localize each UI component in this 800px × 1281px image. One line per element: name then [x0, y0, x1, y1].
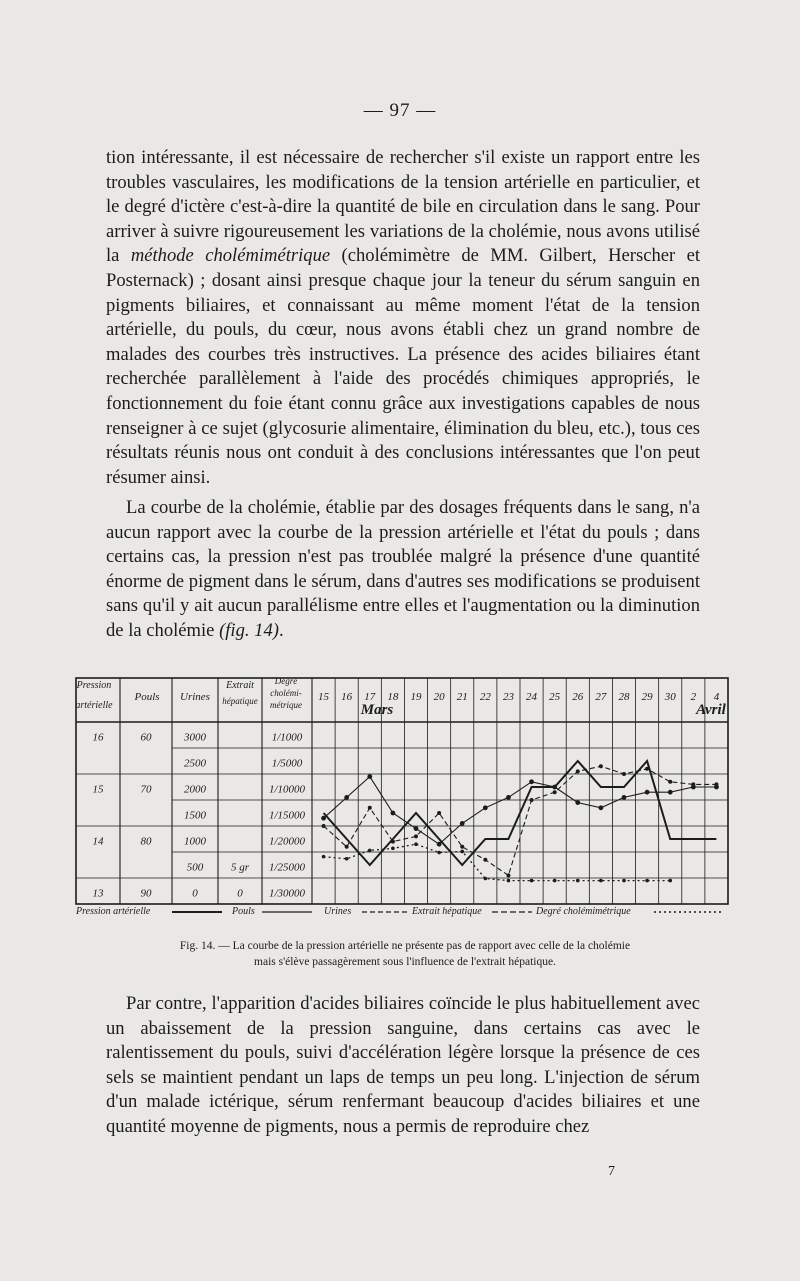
table-cell-urines: 1000	[184, 835, 206, 848]
series-3-point	[322, 855, 326, 859]
caption-line-2: mais s'élève passagèrement sous l'influence de l'extrait hépatique.	[254, 956, 556, 968]
month-mars: Mars	[360, 702, 394, 718]
header-pression-2: artérielle	[75, 700, 113, 711]
header-degre-3: métrique	[270, 700, 302, 710]
header-extrait-2: hépatique	[222, 696, 258, 706]
series-2-point	[645, 767, 649, 771]
chart-grid	[76, 678, 728, 904]
series-1-point	[483, 805, 488, 810]
series-2-point	[714, 782, 718, 786]
caption-line-1: Fig. 14. — La courbe de la pression artérielle ne présente pas de rapport avec celle de la cholémie	[179, 940, 631, 952]
table-cell-degre: 1/25000	[268, 861, 306, 874]
paragraph-2	[106, 496, 700, 644]
series-3-point	[622, 879, 626, 883]
series-1-point	[414, 826, 419, 831]
day-label: 15	[318, 691, 330, 703]
page-number: — 97 —	[363, 100, 437, 121]
series-3-point	[414, 842, 418, 846]
series-3-point	[507, 879, 511, 883]
series-2-point	[553, 790, 557, 794]
table-cell-degre: 1/20000	[268, 835, 306, 848]
series-2-point	[668, 780, 672, 784]
day-label: 19	[410, 691, 422, 703]
legend-pouls: Pouls	[232, 906, 255, 917]
table-cell-pouls: 70	[140, 783, 152, 796]
table-cell-pression: 13	[92, 887, 104, 900]
series-1-point	[344, 795, 349, 800]
series-3-point	[368, 849, 372, 853]
day-label: 4	[713, 691, 720, 703]
day-label: 21	[456, 691, 468, 703]
header-pouls: Pouls	[134, 691, 160, 703]
series-2-point	[391, 840, 395, 844]
table-cell-pression: 16	[92, 731, 104, 744]
table-cell-degre: 1/30000	[268, 887, 306, 900]
table-cell-pouls: 80	[140, 835, 152, 848]
day-label: 29	[641, 691, 653, 703]
day-label: 18	[387, 691, 399, 703]
table-cell-urines: 0	[192, 887, 198, 900]
table-cell-extrait: 0	[237, 887, 243, 900]
series-2-point	[622, 772, 626, 776]
series-3-point	[345, 857, 349, 861]
day-label: 22	[479, 691, 491, 703]
chart-border	[76, 678, 728, 904]
table-cell-pression: 14	[92, 835, 104, 848]
day-label: 23	[502, 691, 514, 703]
paragraph-1-text-a: tion intéressante, il est nécessaire de rechercher s'il existe un rapport entre les troubles vasculaires, les modifications de la tension artérielle en particulier, et le degré d'ictère c'est-à-dire la quantité de bile en circulation dans le sang. Pour arriver à suivre rigoureusement les variations de la cholémie, nous avons utilisé la	[106, 147, 700, 267]
series-2-point	[530, 798, 534, 802]
paragraph-3-text: Par contre, l'apparition d'acides biliaires coïncide le plus habituellement avec un abaissement de la pression sanguine, dans certains cas avec le ralentissement du pouls, suivi d'accélération légère lorsque la présence de ces sels se maintient pendant un laps de temps un peu long. L'injection de sérum d'un malade ictérique, sérum renfermant beaucoup d'acides biliaires et une quantité moyenne de pigments, nous a permis de reproduire chez	[106, 993, 700, 1137]
series-3-point	[599, 879, 603, 883]
header-urines: Urines	[180, 691, 210, 703]
table-cell-urines: 3000	[184, 731, 206, 744]
legend-pression: Pression artérielle	[76, 906, 151, 917]
table-cell-urines: 2000	[184, 783, 206, 796]
table-cell-urines: 1500	[184, 809, 206, 822]
series-1-point	[390, 811, 395, 816]
series-2-point	[506, 873, 510, 877]
series-1-point	[506, 795, 511, 800]
chart-legend	[75, 906, 722, 917]
series-1-point	[529, 779, 534, 784]
footer-page-number: 7	[608, 1164, 615, 1179]
series-1-point	[437, 842, 442, 847]
series-3-point	[553, 879, 557, 883]
series-3-point	[576, 879, 580, 883]
day-label: 27	[595, 691, 607, 703]
series-3-point	[530, 879, 534, 883]
paragraph-1-text-b: (cholémimètre de MM. Gilbert, Herscher et Posternack) ; dosant ainsi presque chaque jour la teneur du sérum sanguin en pigments biliaires, et connaissant au même moment l'état de la tension artérielle, du pouls, du cœur, nous avons établi chez un grand nombre de malades des courbes très instructives. La présence des acides biliaires étant recherchée parallèlement à l'aide des procédés chimiques appropriés, le fonctionnement du foie étant connu grâce aux investigations capables de nous renseigner à ce sujet (glycosurie alimentaire, élimination du bleu, etc.), tous ces résultats réunis nous ont conduit à des conclusions intéressantes que l'on peut résumer ainsi.	[106, 245, 701, 488]
series-2-point	[460, 845, 464, 849]
header-extrait-1: Extrait	[226, 680, 254, 691]
series-2-point	[576, 769, 580, 773]
series-2-point	[483, 858, 487, 862]
legend-urines: Urines	[324, 906, 352, 917]
table-cell-degre: 1/10000	[268, 783, 306, 796]
series-1-point	[622, 795, 627, 800]
day-label: 2	[690, 691, 697, 703]
day-label: 25	[549, 691, 561, 703]
table-cell-pouls: 60	[140, 731, 152, 744]
day-label: 24	[526, 691, 538, 703]
paragraph-1-emphasis: méthode cholémimétrique	[130, 245, 331, 267]
day-label: 28	[618, 691, 630, 703]
paragraph-3	[106, 992, 700, 1140]
table-cell-urines: 2500	[184, 757, 206, 770]
table-cell-urines: 500	[186, 861, 204, 874]
table-cell-degre: 1/1000	[271, 731, 303, 744]
legend-degre: Degré cholémimétrique	[536, 906, 631, 917]
table-cell-pouls: 90	[140, 887, 152, 900]
series-1-point	[321, 816, 326, 821]
series-2-point	[599, 764, 603, 768]
header-degre-1: Degré	[274, 676, 298, 686]
chart-table-rows	[93, 732, 306, 900]
series-2-point	[437, 811, 441, 815]
series-3-point	[645, 879, 649, 883]
paragraph-1	[106, 146, 700, 490]
table-cell-degre: 1/15000	[268, 809, 306, 822]
table-cell-degre: 1/5000	[271, 757, 303, 770]
month-avril: Avril	[696, 702, 726, 718]
series-2-point	[322, 824, 326, 828]
day-label: 20	[433, 691, 445, 703]
series-1-point	[645, 790, 650, 795]
series-1-point	[575, 800, 580, 805]
paragraph-2-text-a: La courbe de la cholémie, établie par des dosages fréquents dans le sang, n'a aucun rapport avec la courbe de la pression artérielle et l'état du pouls ; dans certains cas, la pression n'est pas troublée malgré la présence d'une quantité énorme de pigment dans le sérum, dans d'autres ses modifications se produisent sans qu'il y ait aucun parallélisme entre elles et l'augmentation ou la diminution de la cholémie	[106, 497, 700, 641]
series-2-point	[691, 782, 695, 786]
series-1-point	[598, 805, 603, 810]
day-label: 16	[341, 691, 353, 703]
series-3-point	[668, 879, 672, 883]
header-pression-1: Pression	[76, 680, 112, 691]
series-3-point	[391, 847, 395, 851]
series-3-point	[460, 850, 464, 854]
table-cell-extrait: 5 gr	[230, 861, 250, 874]
series-1-point	[367, 774, 372, 779]
day-label: 26	[572, 691, 584, 703]
figure-14	[62, 670, 742, 920]
clinical-chart	[62, 670, 742, 920]
series-2-point	[414, 834, 418, 838]
figure-reference: (fig. 14)	[219, 619, 279, 641]
day-label: 17	[364, 691, 376, 703]
series-2-point	[368, 806, 372, 810]
series-1-point	[552, 785, 557, 790]
series-2-point	[345, 845, 349, 849]
header-degre-2: cholémi-	[270, 688, 302, 698]
series-3-point	[484, 877, 488, 881]
legend-extrait: Extrait hépatique	[412, 906, 482, 917]
day-label: 30	[664, 691, 676, 703]
figure-caption	[120, 938, 690, 970]
series-3-point	[437, 851, 441, 855]
table-cell-pression: 15	[92, 783, 104, 796]
series-1-point	[668, 790, 673, 795]
paragraph-2-text-b: .	[278, 619, 284, 641]
series-1-point	[460, 821, 465, 826]
